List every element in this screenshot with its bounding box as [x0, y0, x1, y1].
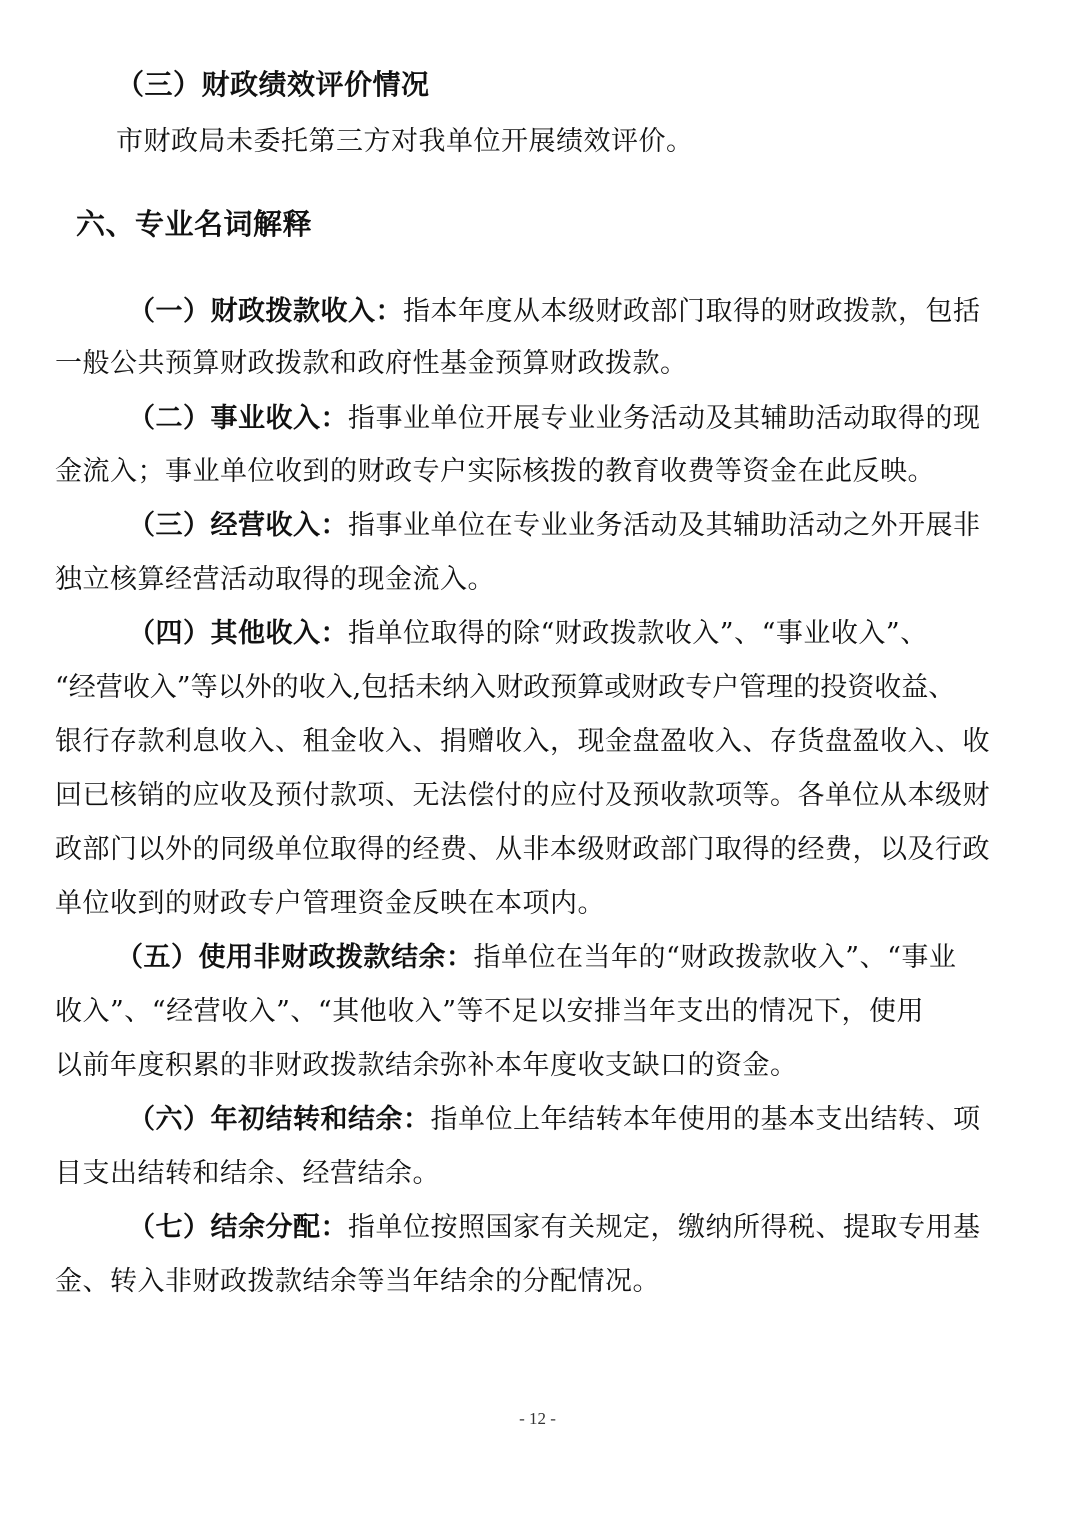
term-label: （一）财政拨款收入：	[128, 296, 403, 327]
paragraph-line: 市财政局未委托第三方对我单位开展绩效评价。	[116, 126, 694, 157]
term-definition: 指单位取得的除“财政拨款收入”、“事业收入”、	[348, 618, 928, 649]
term-definition: 单位收到的财政专户管理资金反映在本项内。	[55, 888, 605, 919]
term-label: （五）使用非财政拨款结余：	[116, 942, 474, 973]
term-label: （六）年初结转和结余：	[128, 1104, 431, 1135]
term-definition: 一般公共预算财政拨款和政府性基金预算财政拨款。	[55, 348, 688, 379]
term-definition: 收入”、“经营收入”、“其他收入”等不足以安排当年支出的情况下，使用	[55, 996, 925, 1027]
term-definition: “经营收入”等以外的收入,包括未纳入财政预算或财政专户管理的投资收益、	[55, 672, 956, 703]
term-first-line	[128, 1210, 981, 1246]
term-label: （三）经营收入：	[128, 510, 348, 541]
term-label: （二）事业收入：	[128, 403, 348, 434]
term-definition: 指单位按照国家有关规定，缴纳所得税、提取专用基	[348, 1212, 981, 1243]
page-number: - 12 -	[519, 1409, 556, 1428]
term-definition: 指单位在当年的“财政拨款收入”、“事业	[473, 942, 957, 973]
term-definition: 政部门以外的同级单位取得的经费、从非本级财政部门取得的经费，以及行政	[55, 834, 990, 865]
term-definition: 回已核销的应收及预付款项、无法偿付的应付及预收款项等。各单位从本级财	[55, 780, 990, 811]
term-definition: 金、转入非财政拨款结余等当年结余的分配情况。	[55, 1266, 660, 1297]
term-definition: 目支出结转和结余、经营结余。	[55, 1158, 440, 1189]
term-first-line	[128, 616, 928, 652]
term-first-line	[128, 294, 981, 330]
term-label: （四）其他收入：	[128, 618, 348, 649]
term-definition: 指事业单位开展专业业务活动及其辅助活动取得的现	[348, 403, 981, 434]
term-first-line	[128, 401, 981, 437]
section-heading: 六、专业名词解释	[76, 207, 313, 241]
term-first-line	[128, 1102, 981, 1138]
subsection-heading: （三）财政绩效评价情况	[116, 68, 430, 101]
term-definition: 银行存款利息收入、租金收入、捐赠收入，现金盘盈收入、存货盘盈收入、收	[55, 726, 990, 757]
term-definition: 指事业单位在专业业务活动及其辅助活动之外开展非	[348, 510, 981, 541]
term-definition: 以前年度积累的非财政拨款结余弥补本年度收支缺口的资金。	[55, 1050, 798, 1081]
term-definition: 独立核算经营活动取得的现金流入。	[55, 564, 495, 595]
term-definition: 指本年度从本级财政部门取得的财政拨款，包括	[403, 296, 981, 327]
term-definition: 金流入；事业单位收到的财政专户实际核拨的教育收费等资金在此反映。	[55, 456, 935, 487]
term-first-line	[128, 508, 981, 544]
term-first-line	[116, 940, 956, 976]
term-definition: 指单位上年结转本年使用的基本支出结转、项	[430, 1104, 981, 1135]
term-label: （七）结余分配：	[128, 1212, 348, 1243]
